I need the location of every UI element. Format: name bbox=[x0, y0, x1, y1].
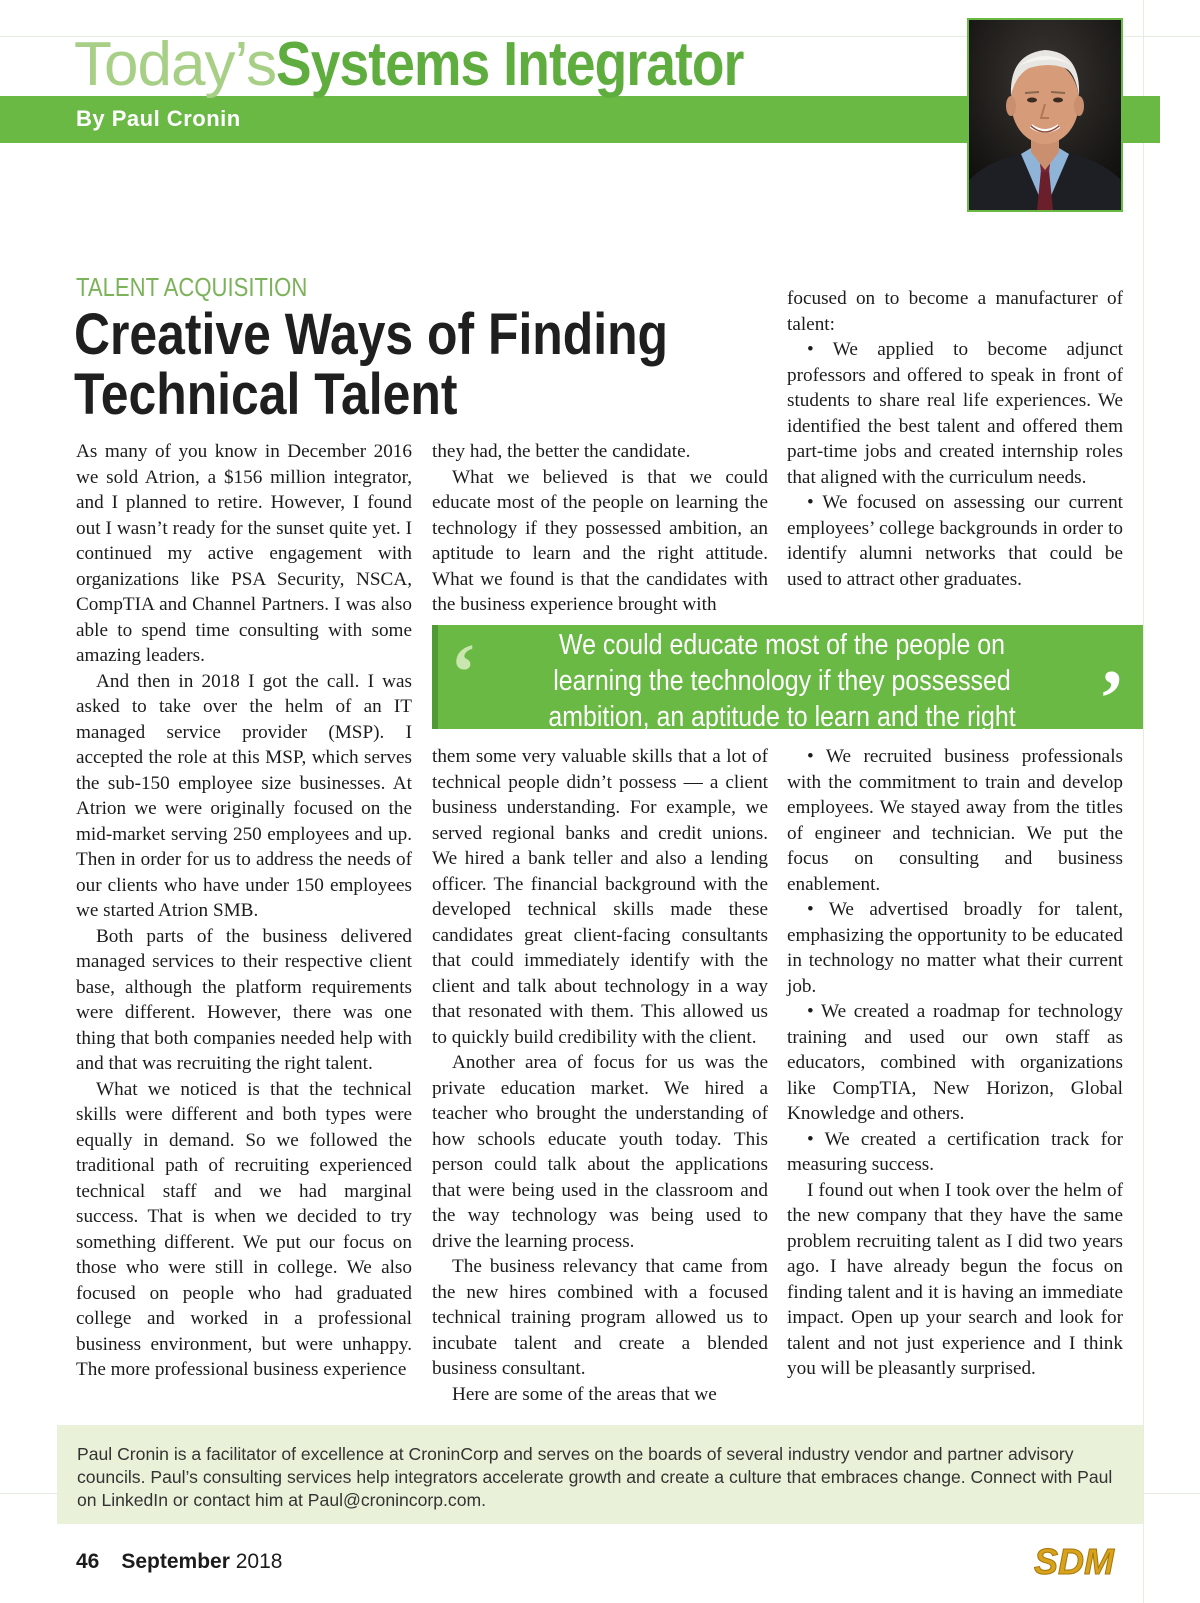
paragraph: The business relevancy that came from the new hires combined with a focused technical training program allowed us to incubate talent and create a blended business consultant. bbox=[432, 1256, 768, 1379]
paragraph: And then in 2018 I got the call. I was asked to take over the helm of an IT managed service provider (MSP). I accepted the role at this MSP, which serves the sub-150 employee size businesses. At Atrion we were originally focused on the mid-market serving 250 employees and up. Then in order for us to address the needs of our clients who have under 150 employees we started Atrion SMB. bbox=[76, 670, 412, 921]
svg-text:SDM: SDM bbox=[1034, 1542, 1114, 1582]
bullet-item: • We recruited business professionals with the commitment to train and develop employees. We stayed away from the titles of engineer and technician. We put the focus on consulting and business enablement. bbox=[787, 746, 1123, 895]
page-folio bbox=[76, 1550, 282, 1574]
bullet-item: • We created a roadmap for technology training and used our own staff as educators, combined with organizations like CompTIA, New Horizon, Global Knowledge and others. bbox=[787, 1001, 1123, 1124]
paragraph: What we noticed is that the technical skills were different and both types were equally in demand. So we followed the traditional path of recruiting experienced technical staff and we had marginal success. That is when we decided to try something different. We put our focus on those who were still in college. We also focused on people who had graduated college and worked in a professional business environment, but were unhappy. The more professional business experience bbox=[76, 1078, 412, 1380]
paragraph: Another area of focus for us was the private education market. We hired a teacher who brought the understanding of how schools educate youth today. This person could talk about the applications that were being used in the classroom and the way technology was being used to drive the learning process. bbox=[432, 1052, 768, 1252]
article-column-2-bottom bbox=[432, 744, 768, 1407]
pull-quote-bar bbox=[432, 625, 438, 729]
paragraph: them some very valuable skills that a lot of technical people didn’t possess — a client business understanding. For example, we served regional banks and credit unions. We hired a bank teller and also a lending officer. The financial background with the developed technical skills made these candidates great client-facing consultants that could immediately identify with the client and talk about technology in a way that resonated with them. This allowed us to quickly build credibility with the client. bbox=[432, 746, 768, 1048]
pull-quote-text: We could educate most of the people on learning the technology if they possessed ambition, an aptitude to learn and the right attitude. bbox=[548, 629, 1016, 769]
bullet-item: • We created a certification track for measuring success. bbox=[787, 1128, 1123, 1175]
headline-line-2: Technical Talent bbox=[74, 362, 458, 427]
paragraph: focused on to become a manufacturer of talent: bbox=[787, 288, 1123, 335]
paragraph: they had, the better the candidate. bbox=[432, 441, 691, 462]
article-column-2-top bbox=[432, 439, 768, 618]
article-column-3-bottom bbox=[787, 744, 1123, 1382]
pull-quote bbox=[432, 625, 1143, 769]
bullet-item: • We applied to become adjunct professors and offered to speak in front of students to share real life experiences. We identified the best talent and offered them part-time jobs and created internship roles that aligned with the curriculum needs. bbox=[787, 339, 1123, 488]
bullet-item: • We advertised broadly for talent, emphasizing the opportunity to be educated in technology no matter what their current job. bbox=[787, 899, 1123, 997]
paragraph: What we believed is that we could educate most of the people on learning the technology if they possessed ambition, an aptitude to learn and the right attitude. What we found is that the candidates with the business experience brought with bbox=[432, 466, 768, 615]
author-bio-text: Paul Cronin is a facilitator of excellence at CroninCorp and serves on the boards of several industry vendor and partner advisory councils. Paul’s consulting services help integrators accelerate growth and create a culture that embraces change. Connect with Paul on LinkedIn or contact him at Paul@cronincorp.com. bbox=[77, 1444, 1113, 1510]
close-quote-icon: ’ bbox=[1098, 655, 1125, 743]
sdm-logo bbox=[1024, 1542, 1124, 1582]
bullet-item: • We focused on assessing our current employees’ college backgrounds in order to identify alumni networks that could be used to attract other graduates. bbox=[787, 492, 1123, 590]
author-portrait-illustration bbox=[969, 20, 1121, 210]
issue-year: 2018 bbox=[235, 1550, 283, 1573]
sdm-logo-mark bbox=[1024, 1542, 1124, 1582]
paragraph: Here are some of the areas that we bbox=[452, 1383, 717, 1405]
article-column-3-top bbox=[787, 286, 1123, 592]
open-quote-icon: ‘ bbox=[450, 629, 477, 717]
article-column-1 bbox=[76, 439, 412, 1383]
byline: By Paul Cronin bbox=[76, 106, 241, 131]
article-headline bbox=[74, 302, 669, 427]
column-title bbox=[74, 30, 820, 100]
paragraph: Both parts of the business delivered managed services to their respective client base, although the platform requirements were different. However, there was one thing that both companies needed help with and that was recruiting the right talent. bbox=[76, 925, 412, 1074]
paragraph: I found out when I took over the helm of the new company that they have the same problem recruiting talent as I did two years ago. I have already begun the focus on finding talent and it is having an immediate impact. Open up your search and look for talent and not just experience and I think you will be pleasantly surprised. bbox=[787, 1179, 1123, 1379]
author-photo bbox=[967, 18, 1123, 212]
issue-month: September bbox=[121, 1550, 230, 1573]
column-title-bold: Systems Integrator bbox=[276, 30, 744, 99]
author-bio-box bbox=[57, 1425, 1143, 1524]
page-number: 46 bbox=[76, 1550, 100, 1573]
headline-line-1: Creative Ways of Finding bbox=[74, 302, 669, 367]
page-guide-right bbox=[1143, 0, 1144, 1603]
column-title-light: Today’s bbox=[74, 30, 277, 99]
paragraph: As many of you know in December 2016 we sold Atrion, a $156 million integrator, and I planned to retire. However, I found out I wasn’t ready for the sunset quite yet. I continued my active engagement with organizations like PSA Security, NSCA, CompTIA and Channel Partners. I was also able to spend time consulting with some amazing leaders. bbox=[76, 441, 412, 666]
section-kicker: TALENT ACQUISITION bbox=[76, 272, 308, 302]
